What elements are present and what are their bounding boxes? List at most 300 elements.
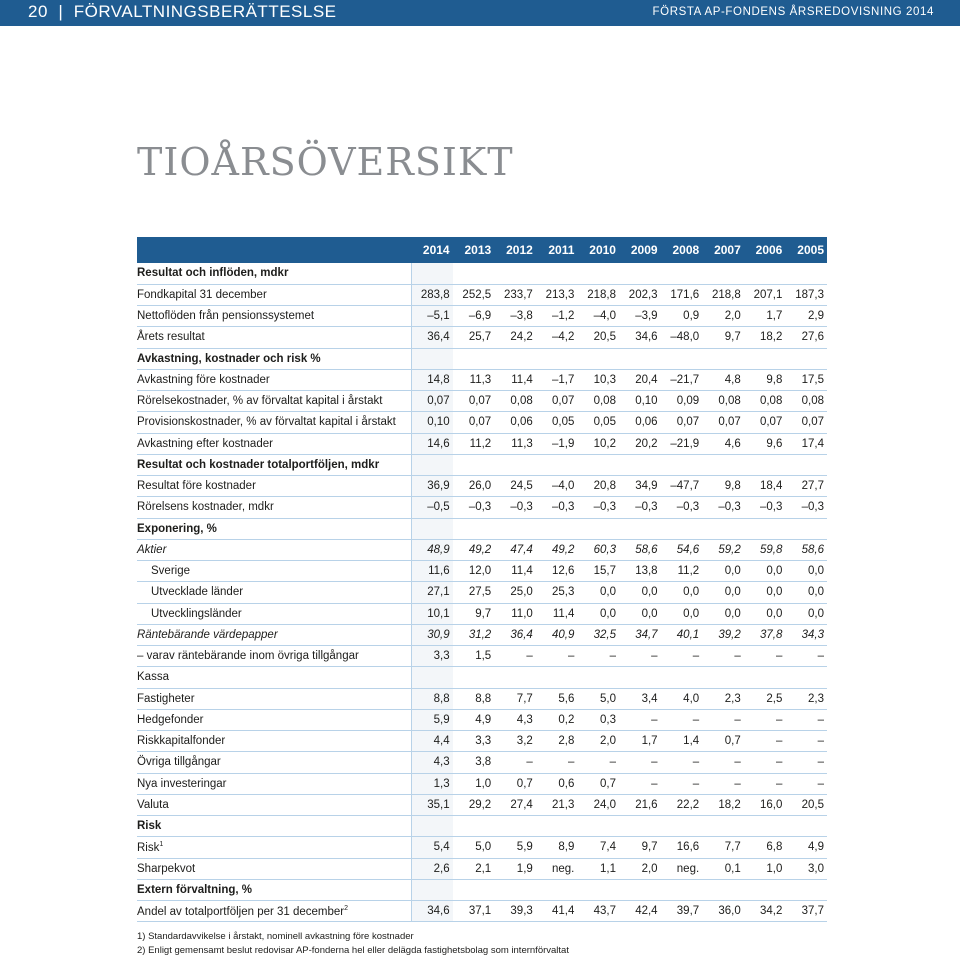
value-cell: 4,0	[661, 688, 703, 709]
value-cell: 171,6	[661, 284, 703, 305]
value-cell: 49,2	[536, 539, 578, 560]
value-cell	[536, 518, 578, 539]
value-cell	[577, 879, 619, 900]
row-label-text: Avkastning, kostnader och risk %	[137, 352, 321, 365]
value-cell: 2,1	[453, 858, 495, 879]
value-cell: 25,7	[453, 327, 495, 348]
value-cell: 4,3	[494, 709, 536, 730]
table-row	[137, 539, 827, 560]
value-cell: 37,8	[744, 624, 786, 645]
value-cell: 27,5	[453, 582, 495, 603]
value-cell: –	[702, 773, 744, 794]
value-cell: 8,8	[411, 688, 453, 709]
value-cell: –	[744, 773, 786, 794]
value-cell: 207,1	[744, 284, 786, 305]
value-cell: 24,5	[494, 476, 536, 497]
value-cell: 9,6	[744, 433, 786, 454]
value-cell	[411, 816, 453, 837]
value-cell: –	[702, 646, 744, 667]
row-label-text: Räntebärande värdepapper	[137, 628, 278, 641]
value-cell	[453, 454, 495, 475]
value-cell: 27,7	[785, 476, 827, 497]
row-label-text: Resultat före kostnader	[137, 480, 256, 493]
value-cell: 40,1	[661, 624, 703, 645]
value-cell	[619, 263, 661, 284]
value-cell	[702, 816, 744, 837]
value-cell: –1,7	[536, 369, 578, 390]
row-label	[137, 667, 411, 688]
value-cell: 2,6	[411, 858, 453, 879]
table-row	[137, 794, 827, 815]
value-cell: –21,9	[661, 433, 703, 454]
value-cell: 11,4	[536, 603, 578, 624]
value-cell: 3,0	[785, 858, 827, 879]
value-cell	[619, 348, 661, 369]
value-cell: 9,7	[702, 327, 744, 348]
value-cell: 36,4	[411, 327, 453, 348]
value-cell: 3,3	[453, 731, 495, 752]
value-cell: 1,7	[744, 306, 786, 327]
section-header-row	[137, 879, 827, 900]
row-label-text: Fondkapital 31 december	[137, 288, 267, 301]
row-label	[137, 794, 411, 815]
section-header-row	[137, 348, 827, 369]
value-cell: 0,0	[619, 603, 661, 624]
value-cell: 0,07	[453, 391, 495, 412]
row-label	[137, 433, 411, 454]
value-cell: 3,4	[619, 688, 661, 709]
value-cell	[577, 667, 619, 688]
value-cell: 252,5	[453, 284, 495, 305]
value-cell	[702, 879, 744, 900]
value-cell: 16,0	[744, 794, 786, 815]
value-cell: 26,0	[453, 476, 495, 497]
value-cell: 2,0	[619, 858, 661, 879]
value-cell: 31,2	[453, 624, 495, 645]
value-cell	[785, 518, 827, 539]
value-cell: 27,1	[411, 582, 453, 603]
value-cell: 3,2	[494, 731, 536, 752]
row-label-text: Årets resultat	[137, 331, 205, 344]
value-cell: 2,0	[702, 306, 744, 327]
value-cell: 11,3	[494, 433, 536, 454]
value-cell	[577, 454, 619, 475]
value-cell	[744, 454, 786, 475]
value-cell: 1,0	[744, 858, 786, 879]
value-cell: 1,5	[453, 646, 495, 667]
row-label	[137, 582, 411, 603]
value-cell: –	[619, 773, 661, 794]
value-cell: 60,3	[577, 539, 619, 560]
value-cell: 25,0	[494, 582, 536, 603]
value-cell	[453, 263, 495, 284]
value-cell	[744, 667, 786, 688]
value-cell	[494, 263, 536, 284]
section-header-row	[137, 816, 827, 837]
value-cell: 59,2	[702, 539, 744, 560]
value-cell	[785, 879, 827, 900]
year-header: 2013	[453, 237, 495, 263]
value-cell: 42,4	[619, 901, 661, 922]
year-header: 2014	[411, 237, 453, 263]
table-row	[137, 667, 827, 688]
value-cell: 36,0	[702, 901, 744, 922]
value-cell: 5,6	[536, 688, 578, 709]
value-cell: 20,5	[785, 794, 827, 815]
value-cell: 36,4	[494, 624, 536, 645]
year-header: 2008	[661, 237, 703, 263]
value-cell: 0,0	[744, 603, 786, 624]
value-cell: 9,7	[619, 837, 661, 858]
value-cell: –	[494, 752, 536, 773]
table-row	[137, 412, 827, 433]
row-label-text: Sharpekvot	[137, 862, 196, 875]
value-cell: 0,0	[619, 582, 661, 603]
value-cell	[785, 348, 827, 369]
table-row	[137, 306, 827, 327]
value-cell: 12,6	[536, 561, 578, 582]
value-cell: 1,1	[577, 858, 619, 879]
value-cell: 0,0	[744, 561, 786, 582]
value-cell	[453, 518, 495, 539]
year-header: 2007	[702, 237, 744, 263]
value-cell: 14,6	[411, 433, 453, 454]
value-cell: 1,0	[453, 773, 495, 794]
row-label-text: Risk	[137, 820, 162, 833]
value-cell	[453, 816, 495, 837]
value-cell: 58,6	[785, 539, 827, 560]
value-cell: 37,1	[453, 901, 495, 922]
value-cell	[661, 263, 703, 284]
value-cell: 6,8	[744, 837, 786, 858]
row-label-text: Exponering, %	[137, 522, 217, 535]
table-row	[137, 561, 827, 582]
row-label	[137, 497, 411, 518]
table-row	[137, 433, 827, 454]
value-cell: 39,3	[494, 901, 536, 922]
row-label-text: Sverige	[151, 565, 190, 578]
value-cell: 47,4	[494, 539, 536, 560]
row-label	[137, 369, 411, 390]
value-cell: 233,7	[494, 284, 536, 305]
value-cell: 0,08	[577, 391, 619, 412]
section-name: FÖRVALTNINGSBERÄTTESLSE	[73, 2, 337, 21]
value-cell: –	[619, 752, 661, 773]
value-cell	[661, 348, 703, 369]
value-cell: 11,4	[494, 369, 536, 390]
table-body	[137, 263, 827, 922]
value-cell: –3,8	[494, 306, 536, 327]
value-cell: 213,3	[536, 284, 578, 305]
value-cell	[785, 454, 827, 475]
value-cell: 2,3	[702, 688, 744, 709]
value-cell	[744, 816, 786, 837]
value-cell: 0,07	[785, 412, 827, 433]
footnote-1: 1) Standardavvikelse i årstakt, nominell avkastning före kostnader	[137, 931, 414, 942]
value-cell: –0,3	[785, 497, 827, 518]
value-cell	[619, 518, 661, 539]
row-label-text: Avkastning efter kostnader	[137, 437, 273, 450]
value-cell: 0,7	[494, 773, 536, 794]
value-cell: 16,6	[661, 837, 703, 858]
value-cell: 58,6	[619, 539, 661, 560]
value-cell: 0,0	[577, 582, 619, 603]
section-header-row	[137, 454, 827, 475]
value-cell: –	[785, 773, 827, 794]
value-cell: –4,2	[536, 327, 578, 348]
row-label-text: Övriga tillgångar	[137, 756, 221, 769]
ten-year-overview-table	[137, 237, 827, 922]
value-cell	[744, 348, 786, 369]
value-cell	[411, 348, 453, 369]
value-cell: –	[785, 731, 827, 752]
row-label-text: Resultat och inflöden, mdkr	[137, 267, 289, 280]
value-cell	[577, 348, 619, 369]
section-header-row	[137, 263, 827, 284]
value-cell: 202,3	[619, 284, 661, 305]
value-cell: 36,9	[411, 476, 453, 497]
value-cell: 0,06	[494, 412, 536, 433]
value-cell: 27,4	[494, 794, 536, 815]
row-label	[137, 263, 411, 284]
value-cell	[785, 816, 827, 837]
row-label	[137, 412, 411, 433]
value-cell: –	[661, 752, 703, 773]
value-cell	[744, 518, 786, 539]
row-label-text: Extern förvaltning, %	[137, 883, 253, 896]
value-cell: 9,8	[744, 369, 786, 390]
row-label	[137, 454, 411, 475]
value-cell: 0,10	[619, 391, 661, 412]
table-row	[137, 497, 827, 518]
row-label-text: Risk	[137, 841, 160, 854]
value-cell	[494, 879, 536, 900]
value-cell: 11,4	[494, 561, 536, 582]
page-header-left: 20 | FÖRVALTNINGSBERÄTTESLSE	[28, 2, 337, 21]
value-cell: –	[744, 731, 786, 752]
page-title: TIOÅRSÖVERSIKT	[137, 140, 514, 184]
value-cell: 24,2	[494, 327, 536, 348]
value-cell: 18,2	[744, 327, 786, 348]
footnote-marker: 2	[344, 904, 349, 912]
row-label-text: Aktier	[137, 543, 167, 556]
row-label-text: Fastigheter	[137, 692, 195, 705]
row-label	[137, 561, 411, 582]
row-label	[137, 752, 411, 773]
table-header-row	[137, 237, 827, 263]
value-cell	[619, 816, 661, 837]
header-label-cell	[137, 237, 411, 263]
value-cell: 43,7	[577, 901, 619, 922]
value-cell: 0,07	[702, 412, 744, 433]
value-cell: 0,07	[744, 412, 786, 433]
table-row	[137, 327, 827, 348]
value-cell: 0,08	[744, 391, 786, 412]
value-cell: –	[494, 646, 536, 667]
value-cell: 0,3	[577, 709, 619, 730]
value-cell: 7,7	[702, 837, 744, 858]
value-cell: –21,7	[661, 369, 703, 390]
table-row	[137, 603, 827, 624]
table-row	[137, 646, 827, 667]
value-cell: 1,4	[661, 731, 703, 752]
value-cell: 0,2	[536, 709, 578, 730]
value-cell: –0,5	[411, 497, 453, 518]
value-cell	[661, 879, 703, 900]
value-cell: 3,3	[411, 646, 453, 667]
row-label	[137, 391, 411, 412]
value-cell: 0,0	[661, 603, 703, 624]
value-cell: 2,5	[744, 688, 786, 709]
value-cell: 9,7	[453, 603, 495, 624]
value-cell	[661, 518, 703, 539]
value-cell: 21,3	[536, 794, 578, 815]
value-cell: 0,08	[702, 391, 744, 412]
year-header: 2010	[577, 237, 619, 263]
table-row	[137, 284, 827, 305]
value-cell: 218,8	[702, 284, 744, 305]
row-label	[137, 518, 411, 539]
value-cell	[494, 816, 536, 837]
value-cell: 5,4	[411, 837, 453, 858]
value-cell: 40,9	[536, 624, 578, 645]
value-cell: –	[744, 646, 786, 667]
value-cell: 0,06	[619, 412, 661, 433]
value-cell: –	[619, 709, 661, 730]
value-cell	[536, 263, 578, 284]
value-cell: 218,8	[577, 284, 619, 305]
value-cell: 32,5	[577, 624, 619, 645]
value-cell: –	[577, 752, 619, 773]
value-cell: 11,2	[661, 561, 703, 582]
value-cell: 0,07	[536, 391, 578, 412]
value-cell: 29,2	[453, 794, 495, 815]
value-cell: 9,8	[702, 476, 744, 497]
report-title: FÖRSTA AP-FONDENS ÅRSREDOVISNING 2014	[652, 6, 934, 18]
row-label-text: Andel av totalportföljen per 31 december	[137, 905, 345, 918]
table-row	[137, 688, 827, 709]
row-label-text: Utvecklade länder	[151, 586, 244, 599]
value-cell: –	[661, 646, 703, 667]
value-cell: 0,08	[494, 391, 536, 412]
value-cell: 39,7	[661, 901, 703, 922]
value-cell	[785, 263, 827, 284]
value-cell: 0,05	[577, 412, 619, 433]
row-label-text: Rörelsekostnader, % av förvaltat kapital i årstakt	[137, 395, 383, 408]
value-cell: 2,9	[785, 306, 827, 327]
value-cell: 283,8	[411, 284, 453, 305]
value-cell: 0,0	[702, 603, 744, 624]
value-cell	[453, 348, 495, 369]
row-label	[137, 476, 411, 497]
value-cell: 5,0	[453, 837, 495, 858]
value-cell: 10,2	[577, 433, 619, 454]
value-cell: 17,5	[785, 369, 827, 390]
value-cell	[744, 263, 786, 284]
value-cell: –4,0	[536, 476, 578, 497]
value-cell: 34,7	[619, 624, 661, 645]
page-number: 20	[28, 2, 48, 21]
table-row	[137, 709, 827, 730]
value-cell: 0,7	[702, 731, 744, 752]
value-cell: 35,1	[411, 794, 453, 815]
row-label	[137, 688, 411, 709]
value-cell: 0,09	[661, 391, 703, 412]
value-cell: –0,3	[536, 497, 578, 518]
value-cell	[661, 816, 703, 837]
value-cell: 0,07	[453, 412, 495, 433]
value-cell: neg.	[536, 858, 578, 879]
value-cell: –	[536, 646, 578, 667]
value-cell: 20,4	[619, 369, 661, 390]
value-cell: 0,07	[411, 391, 453, 412]
row-label	[137, 646, 411, 667]
value-cell	[411, 518, 453, 539]
row-label-text: Hedgefonder	[137, 713, 204, 726]
value-cell: 34,9	[619, 476, 661, 497]
row-label	[137, 731, 411, 752]
value-cell: –	[785, 709, 827, 730]
row-label	[137, 539, 411, 560]
row-label-text: Valuta	[137, 798, 169, 811]
table-row	[137, 858, 827, 879]
row-label-text: Kassa	[137, 671, 169, 684]
value-cell: 0,0	[702, 582, 744, 603]
value-cell: 0,0	[785, 603, 827, 624]
row-label	[137, 879, 411, 900]
value-cell: 34,3	[785, 624, 827, 645]
row-label-text: Utvecklingsländer	[151, 607, 242, 620]
value-cell: –	[785, 646, 827, 667]
value-cell: 48,9	[411, 539, 453, 560]
row-label-text: Nettoflöden från pensionssystemet	[137, 310, 315, 323]
table-row	[137, 369, 827, 390]
value-cell: 5,9	[411, 709, 453, 730]
value-cell: –1,9	[536, 433, 578, 454]
value-cell: 22,2	[661, 794, 703, 815]
value-cell	[536, 348, 578, 369]
value-cell	[536, 879, 578, 900]
value-cell: 5,9	[494, 837, 536, 858]
value-cell: 7,7	[494, 688, 536, 709]
value-cell: –4,0	[577, 306, 619, 327]
value-cell: 41,4	[536, 901, 578, 922]
value-cell: –3,9	[619, 306, 661, 327]
value-cell: 2,3	[785, 688, 827, 709]
value-cell: 0,0	[702, 561, 744, 582]
value-cell	[494, 518, 536, 539]
value-cell	[411, 263, 453, 284]
value-cell: –	[744, 752, 786, 773]
year-header: 2009	[619, 237, 661, 263]
table-row	[137, 476, 827, 497]
value-cell: 8,8	[453, 688, 495, 709]
value-cell	[702, 454, 744, 475]
value-cell: 2,0	[577, 731, 619, 752]
value-cell: neg.	[661, 858, 703, 879]
value-cell: 1,7	[619, 731, 661, 752]
value-cell: 30,9	[411, 624, 453, 645]
value-cell: –	[661, 773, 703, 794]
value-cell	[494, 454, 536, 475]
value-cell	[661, 454, 703, 475]
value-cell: –	[619, 646, 661, 667]
table-row	[137, 391, 827, 412]
value-cell: 18,2	[702, 794, 744, 815]
value-cell: –0,3	[619, 497, 661, 518]
value-cell: 0,08	[785, 391, 827, 412]
value-cell: 18,4	[744, 476, 786, 497]
